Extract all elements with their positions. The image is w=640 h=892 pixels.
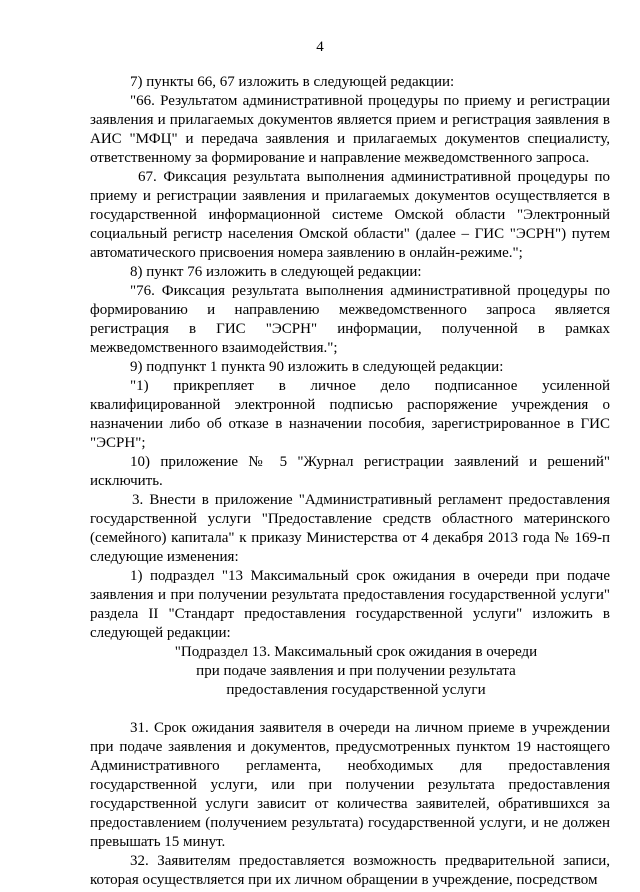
subsection-heading-line-3: предоставления государственной услуги <box>226 682 486 698</box>
subsection-heading-line-2: при подаче заявления и при получении результата <box>196 663 516 679</box>
blank-line <box>90 700 610 719</box>
page-number: 4 <box>316 39 324 55</box>
paragraph-item-10: 10) приложение № 5 "Журнал регистрации заявлений и решений" исключить. <box>90 454 610 489</box>
paragraph-section-3: 3. Внести в приложение "Административный регламент предоставления государственной услуги "Предоставление средств областного материнского (семейного) капитала" к приказу Министерства от 4 декабря 2013 года № 169-п следующие изменения: <box>90 492 610 565</box>
paragraph-item-7: 7) пункты 66, 67 изложить в следующей редакции: <box>130 74 455 90</box>
paragraph-point-32: 32. Заявителям предоставляется возможность предварительной записи, которая осуществляется при их личном обращении в учреждение, посредством <box>90 853 610 888</box>
document-body <box>90 73 610 890</box>
paragraph-subpoint-1: "1) прикрепляет в личное дело подписанное усиленной квалифицированной электронной подписью распоряжение учреждения о назначении либо об отказе в назначении пособия, зарегистрированное в ГИС "ЭСРН"; <box>90 378 610 451</box>
paragraph-point-67: 67. Фиксация результата выполнения административной процедуры по приему и регистрации заявления и прилагаемых документов осуществляется в государственной информационной системе Омской области "Электронный социальный регистр населения Омской области" (далее – ГИС "ЭСРН") путем автоматического присвоения номера заявлению в онлайн-режиме."; <box>90 169 610 261</box>
paragraph-point-66: "66. Результатом административной процедуры по приему и регистрации заявления и прилагаемых документов является прием и регистрация заявления в АИС "МФЦ" и передача заявления и прилагаемых документов специалисту, ответственному за формирование и направление межведомственного запроса. <box>90 93 610 166</box>
paragraph-point-76: "76. Фиксация результата выполнения административной процедуры по формированию и направлению межведомственного запроса является регистрация в ГИС "ЭСРН" информации, полученной в рамках межведомственного взаимодействия."; <box>90 283 610 356</box>
paragraph-point-31: 31. Срок ожидания заявителя в очереди на личном приеме в учреждении при подаче заявления и документов, предусмотренных пунктом 19 настоящего Административного регламента, необходимых для предоставления государственной услуги, или при получении результата предоставления государственной услуги зависит от количества заявителей, обратившихся за предоставлением (получением результата) государственной услуги, и не должен превышать 15 минут. <box>90 720 610 850</box>
subsection-heading-line-1: "Подраздел 13. Максимальный срок ожидания в очереди <box>174 644 538 660</box>
paragraph-item-8: 8) пункт 76 изложить в следующей редакции: <box>130 264 422 280</box>
paragraph-item-9: 9) подпункт 1 пункта 90 изложить в следующей редакции: <box>130 359 504 375</box>
paragraph-subsection-1: 1) подраздел "13 Максимальный срок ожидания в очереди при подаче заявления и при получении результата предоставления государственной услуги" раздела II "Стандарт предоставления государственной услуги" изложить в следующей редакции: <box>90 568 610 641</box>
